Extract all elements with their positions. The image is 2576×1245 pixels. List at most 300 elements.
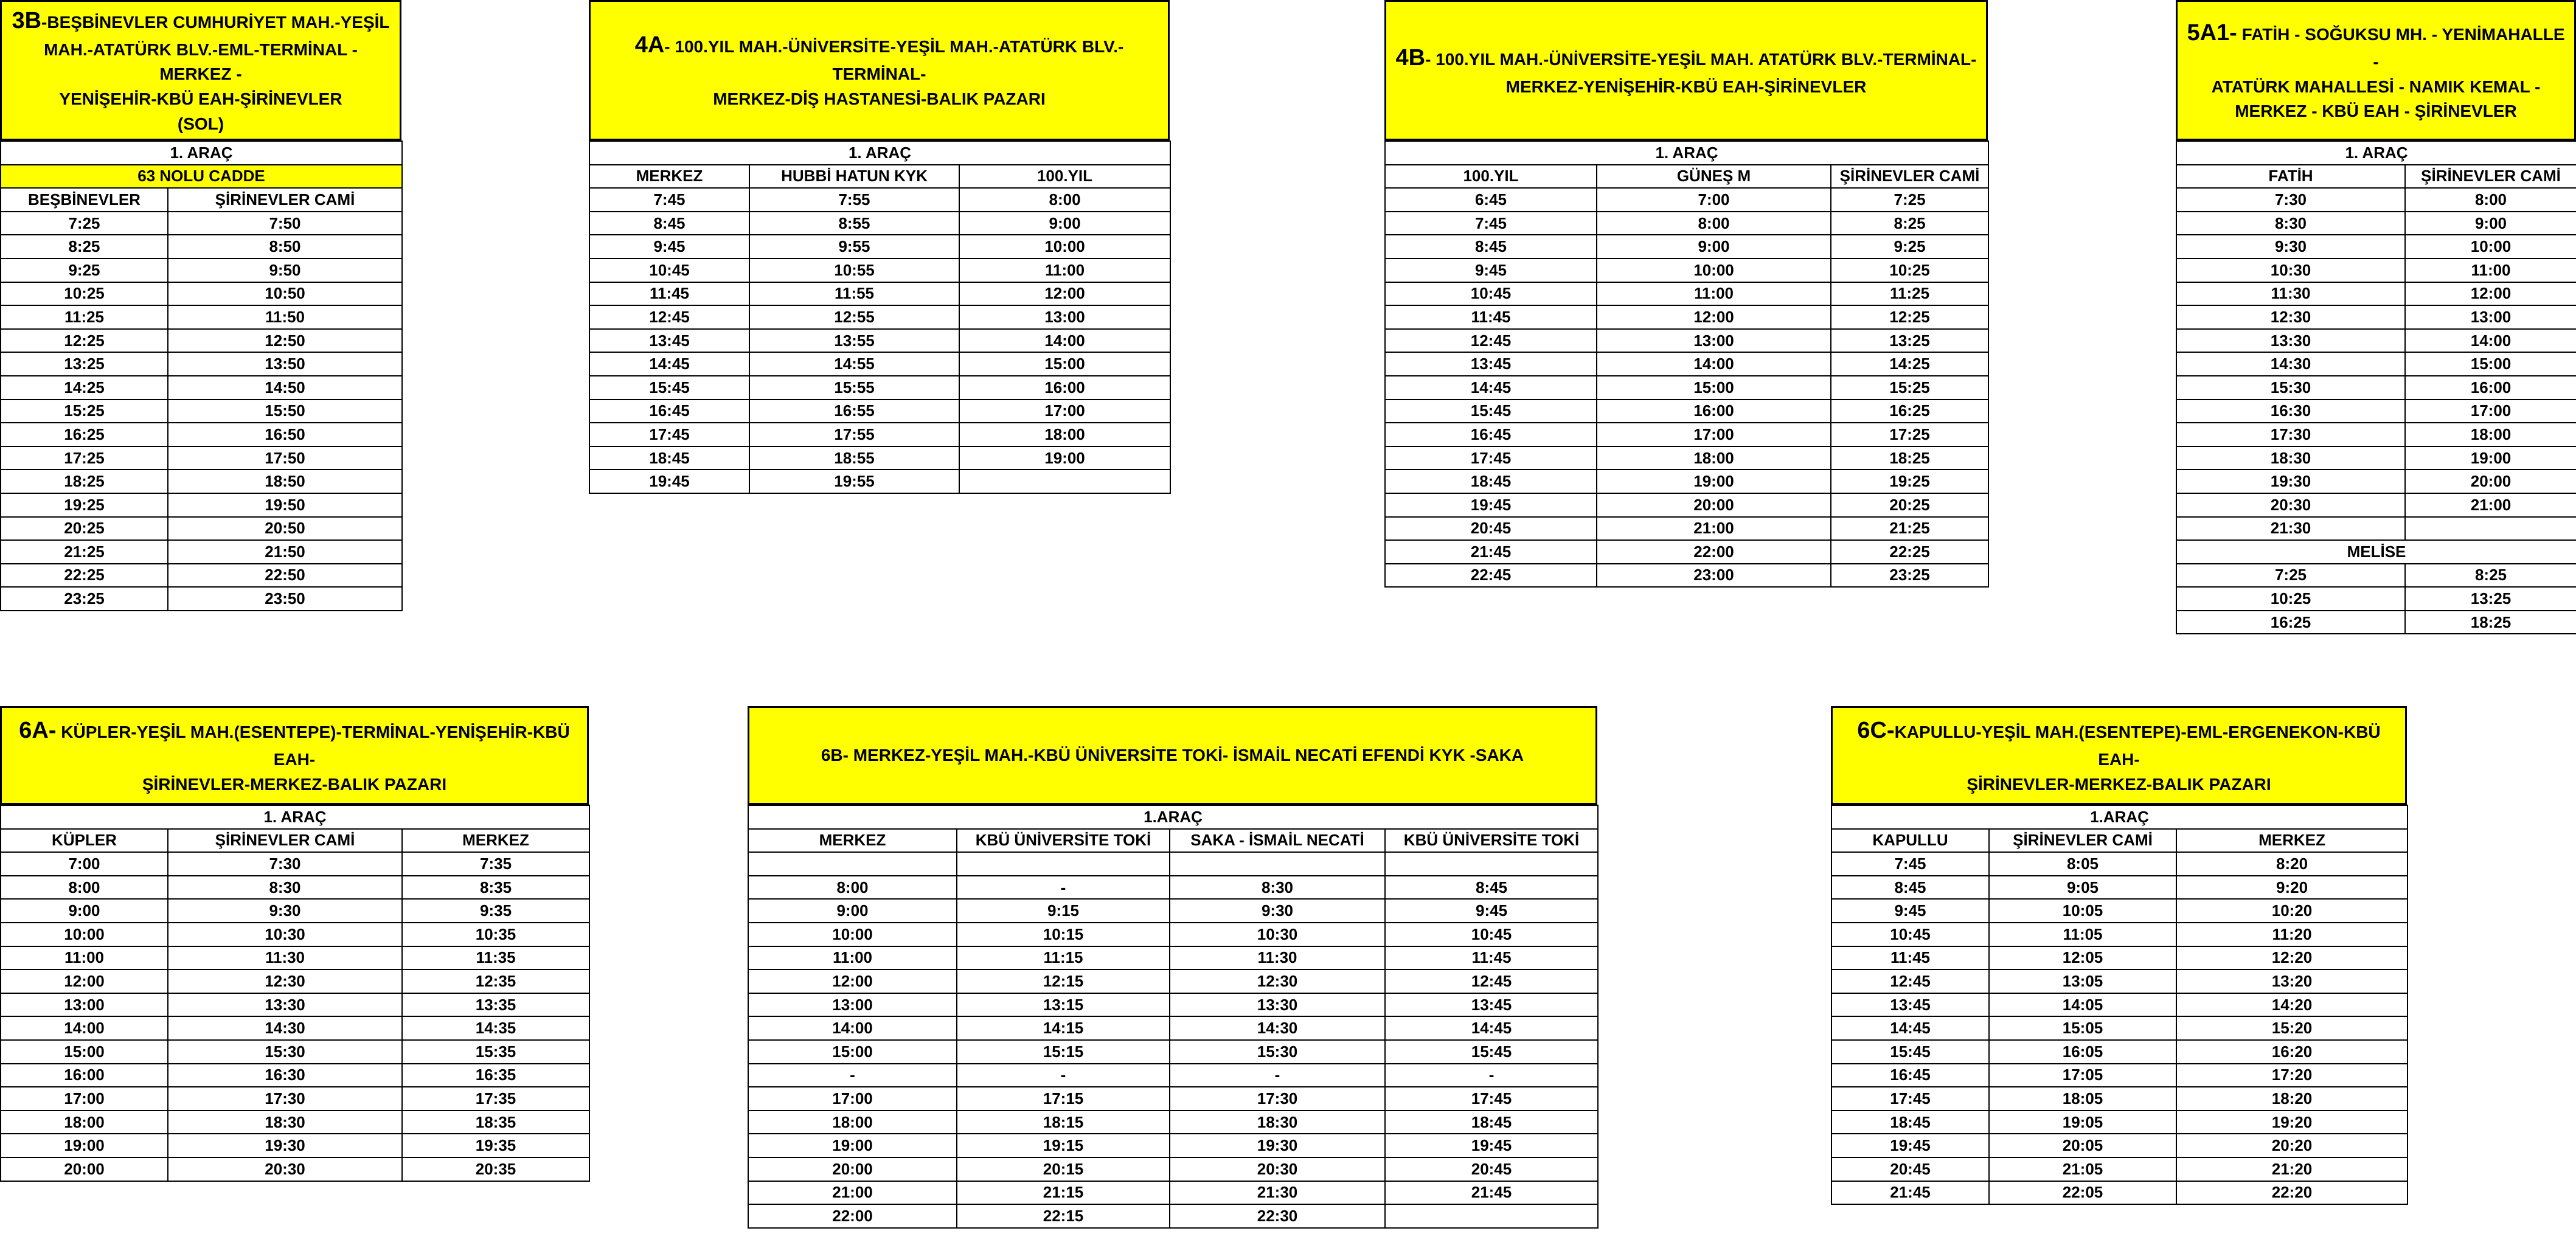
time-cell: 15:25: [1, 400, 168, 423]
time-row: [1385, 470, 1988, 493]
time-cell: 20:30: [168, 1157, 402, 1181]
time-cell: 9:00: [959, 212, 1170, 235]
time-cell: 13:30: [2176, 329, 2405, 353]
time-cell: 21:05: [1989, 1157, 2176, 1181]
time-cell: 13:00: [1597, 329, 1831, 353]
time-row: [2176, 446, 2576, 470]
time-row: [1, 258, 402, 282]
time-row: [1, 235, 402, 258]
column-header: KÜPLER: [1, 829, 168, 853]
time-row: [1831, 993, 2408, 1017]
time-row: [589, 446, 1170, 470]
time-cell: 17:25: [1831, 423, 1988, 446]
time-cell: 16:25: [2176, 611, 2405, 634]
time-cell: 22:00: [1597, 540, 1831, 564]
time-cell: 17:00: [748, 1087, 957, 1111]
time-cell: 9:20: [2176, 876, 2408, 900]
time-cell: 8:45: [1385, 876, 1598, 900]
route-3b-header: [0, 0, 401, 140]
time-cell: 8:00: [1, 876, 168, 900]
time-cell: 7:45: [1831, 852, 1989, 876]
time-cell: 23:25: [1831, 564, 1988, 588]
route-code: 5A1-: [2187, 20, 2237, 46]
time-cell: [1170, 852, 1385, 876]
time-cell: 13:45: [589, 329, 749, 353]
time-row: [748, 923, 1598, 946]
time-cell: 17:00: [1597, 423, 1831, 446]
route-5a1-block: [2176, 0, 2576, 634]
time-cell: 20:00: [1597, 493, 1831, 517]
time-cell: 16:35: [402, 1064, 589, 1087]
time-cell: 15:20: [2176, 1016, 2408, 1040]
route-title-line: KAPULLU-YEŞİL MAH.(ESENTEPE)-EML-ERGENEKON-KBÜ EAH-: [1894, 722, 2381, 769]
route-4a-header: [589, 0, 1170, 140]
time-cell: 8:30: [168, 876, 402, 900]
time-row: [748, 852, 1598, 876]
time-cell: 10:30: [2176, 258, 2405, 282]
route-4b-block: [1384, 0, 1988, 588]
time-cell: 19:05: [1989, 1111, 2176, 1134]
time-row: [1831, 1087, 2408, 1111]
time-cell: 22:25: [1, 564, 168, 588]
route-title-line: -BEŞBİNEVLER CUMHURİYET MAH.-YEŞİL: [41, 12, 390, 32]
time-cell: 11:20: [2176, 923, 2408, 946]
time-cell: 17:20: [2176, 1064, 2408, 1087]
time-cell: 17:00: [2405, 400, 2576, 423]
column-header: MERKEZ: [2176, 829, 2408, 853]
time-row: [2176, 212, 2576, 235]
time-row: [1831, 876, 2408, 900]
route-4b-timetable: [1384, 140, 1989, 588]
time-row: [748, 946, 1598, 970]
time-cell: 14:15: [957, 1016, 1170, 1040]
time-cell: 18:00: [748, 1111, 957, 1134]
time-cell: 11:25: [1, 305, 168, 329]
time-cell: -: [748, 1064, 957, 1087]
time-cell: 14:50: [168, 376, 402, 400]
time-cell: 10:20: [2176, 899, 2408, 923]
time-cell: 10:00: [748, 923, 957, 946]
time-cell: 9:00: [1, 899, 168, 923]
time-cell: 11:25: [1831, 282, 1988, 306]
time-row: [589, 470, 1170, 493]
time-cell: 12:30: [168, 969, 402, 993]
time-cell: 11:30: [1170, 946, 1385, 970]
time-row: [1831, 1064, 2408, 1087]
time-cell: 13:45: [1831, 993, 1989, 1017]
time-cell: 8:55: [749, 212, 959, 235]
time-cell: 19:45: [589, 470, 749, 493]
time-cell: 17:45: [1385, 1087, 1598, 1111]
route-code: 4B: [1395, 44, 1426, 71]
time-cell: 21:25: [1, 540, 168, 564]
column-header-row: [748, 829, 1598, 853]
time-row: [748, 993, 1598, 1017]
time-row: [1385, 212, 1988, 235]
time-cell: 16:45: [589, 400, 749, 423]
time-cell: 13:00: [1, 993, 168, 1017]
time-cell: -: [1170, 1064, 1385, 1087]
time-cell: 16:25: [1831, 400, 1988, 423]
time-cell: 20:05: [1989, 1134, 2176, 1157]
time-cell: -: [1385, 1064, 1598, 1087]
time-row: [2176, 517, 2576, 541]
time-cell: 12:35: [402, 969, 589, 993]
time-cell: 9:00: [2405, 212, 2576, 235]
time-cell: 11:00: [1, 946, 168, 970]
time-cell: 20:30: [1170, 1157, 1385, 1181]
time-row: [1, 212, 402, 235]
time-cell: 16:45: [1385, 423, 1597, 446]
time-row: [748, 1134, 1598, 1157]
column-header: MERKEZ: [589, 165, 749, 189]
time-cell: 15:55: [749, 376, 959, 400]
time-row: [1, 1016, 589, 1040]
time-cell: 19:15: [957, 1134, 1170, 1157]
time-row: [1831, 946, 2408, 970]
time-cell: 18:30: [168, 1111, 402, 1134]
time-cell: 14:35: [402, 1016, 589, 1040]
column-header: BEŞBİNEVLER: [1, 188, 168, 212]
column-header: SAKA - İSMAİL NECATİ: [1170, 829, 1385, 853]
route-title-line: KÜPLER-YEŞİL MAH.(ESENTEPE)-TERMİNAL-YENİŞEHİR-KBÜ EAH-: [56, 722, 570, 769]
route-title-line: - 100.YIL MAH.-ÜNİVERSİTE-YEŞİL MAH.-ATATÜRK BLV.-TERMİNAL-: [664, 37, 1124, 84]
time-cell: 15:35: [402, 1040, 589, 1064]
time-cell: 12:05: [1989, 946, 2176, 970]
time-row: [1, 470, 402, 493]
time-cell: 10:05: [1989, 899, 2176, 923]
time-cell: 8:50: [168, 235, 402, 258]
time-cell: 18:15: [957, 1111, 1170, 1134]
time-cell: 14:55: [749, 352, 959, 376]
time-cell: 10:45: [589, 258, 749, 282]
time-cell: 15:30: [1170, 1040, 1385, 1064]
time-row: [1831, 899, 2408, 923]
time-cell: 10:00: [959, 235, 1170, 258]
time-cell: 13:30: [1170, 993, 1385, 1017]
column-header: 100.YIL: [959, 165, 1170, 189]
time-cell: 20:00: [1, 1157, 168, 1181]
time-row: [1, 400, 402, 423]
time-cell: 11:00: [1597, 282, 1831, 306]
time-row: [1, 946, 589, 970]
column-header: ŞİRİNEVLER CAMİ: [1831, 165, 1988, 189]
time-row: [2176, 611, 2576, 634]
time-cell: 12:30: [2176, 305, 2405, 329]
time-row: [1831, 1040, 2408, 1064]
time-cell: 17:05: [1989, 1064, 2176, 1087]
time-cell: 8:25: [1831, 212, 1988, 235]
route-title-line: YENİŞEHİR-KBÜ EAH-ŞİRİNEVLER: [59, 89, 342, 109]
time-cell: 10:45: [1385, 923, 1598, 946]
time-row: [589, 235, 1170, 258]
time-cell: 15:00: [959, 352, 1170, 376]
time-row: [1831, 1157, 2408, 1181]
time-cell: 13:25: [1, 352, 168, 376]
time-cell: 20:20: [2176, 1134, 2408, 1157]
time-cell: 17:00: [1, 1087, 168, 1111]
time-cell: 7:25: [1831, 188, 1988, 212]
time-cell: 14:00: [1597, 352, 1831, 376]
time-cell: 9:50: [168, 258, 402, 282]
time-row: [589, 282, 1170, 306]
time-row: [2176, 188, 2576, 212]
time-row: [748, 1157, 1598, 1181]
time-cell: 19:00: [2405, 446, 2576, 470]
time-cell: 12:00: [1, 969, 168, 993]
time-cell: 13:35: [402, 993, 589, 1017]
time-cell: 9:05: [1989, 876, 2176, 900]
column-header: ŞİRİNEVLER CAMİ: [1989, 829, 2176, 853]
time-cell: 7:50: [168, 212, 402, 235]
time-row: [1831, 1016, 2408, 1040]
column-header: KAPULLU: [1831, 829, 1989, 853]
time-row: [1831, 1111, 2408, 1134]
time-cell: [748, 852, 957, 876]
time-cell: 16:20: [2176, 1040, 2408, 1064]
time-cell: 15:15: [957, 1040, 1170, 1064]
time-cell: 18:25: [2405, 611, 2576, 634]
time-row: [1, 517, 402, 541]
time-cell: 13:55: [749, 329, 959, 353]
time-cell: 13:50: [168, 352, 402, 376]
time-cell: 10:45: [1831, 923, 1989, 946]
time-row: [1, 1111, 589, 1134]
time-row: [748, 1087, 1598, 1111]
route-code: 4A: [634, 32, 665, 58]
time-row: [1, 1157, 589, 1181]
time-row: [748, 899, 1598, 923]
time-cell: 18:00: [959, 423, 1170, 446]
time-cell: 11:00: [748, 946, 957, 970]
time-cell: 20:35: [402, 1157, 589, 1181]
time-cell: 19:45: [1385, 493, 1597, 517]
time-cell: 16:05: [1989, 1040, 2176, 1064]
time-cell: 6:45: [1385, 188, 1597, 212]
time-cell: 11:45: [1831, 946, 1989, 970]
time-cell: 13:30: [168, 993, 402, 1017]
time-cell: 18:45: [1385, 470, 1597, 493]
time-cell: 13:00: [959, 305, 1170, 329]
column-header: HUBBİ HATUN KYK: [749, 165, 959, 189]
route-6a-timetable: [0, 805, 590, 1182]
route-title-line: MAH.-ATATÜRK BLV.-EML-TERMİNAL - MERKEZ -: [44, 40, 358, 84]
route-title-line: MERKEZ-DİŞ HASTANESİ-BALIK PAZARI: [713, 89, 1046, 109]
column-header-row: [1385, 165, 1988, 189]
column-header: ŞİRİNEVLER CAMİ: [168, 829, 402, 853]
time-cell: 19:30: [2176, 470, 2405, 493]
route-4a-block: [589, 0, 1170, 494]
time-row: [1, 993, 589, 1017]
time-cell: 8:20: [2176, 852, 2408, 876]
time-cell: 16:25: [1, 423, 168, 446]
time-row: [1, 329, 402, 353]
column-header: GÜNEŞ M: [1597, 165, 1831, 189]
time-cell: 17:45: [1831, 1087, 1989, 1111]
column-header-row: [1831, 829, 2408, 853]
time-cell: 8:00: [959, 188, 1170, 212]
column-header: KBÜ ÜNİVERSİTE TOKİ: [957, 829, 1170, 853]
time-row: [1, 493, 402, 517]
time-cell: 9:35: [402, 899, 589, 923]
time-cell: 10:30: [168, 923, 402, 946]
route-4b-header: [1384, 0, 1988, 140]
time-cell: 7:00: [1, 852, 168, 876]
time-cell: 17:15: [957, 1087, 1170, 1111]
column-header-row: [589, 165, 1170, 189]
time-row: [748, 969, 1598, 993]
time-cell: 12:00: [748, 969, 957, 993]
time-cell: 8:45: [1831, 876, 1989, 900]
time-cell: 20:45: [1385, 517, 1597, 541]
time-row: [1385, 517, 1988, 541]
time-cell: 10:25: [1831, 258, 1988, 282]
time-cell: 14:20: [2176, 993, 2408, 1017]
time-row: [1385, 540, 1988, 564]
time-row: [589, 423, 1170, 446]
time-cell: 19:00: [1597, 470, 1831, 493]
route-6b-header: [748, 706, 1597, 805]
time-cell: 22:25: [1831, 540, 1988, 564]
time-cell: 11:45: [1385, 946, 1598, 970]
time-cell: 18:45: [589, 446, 749, 470]
column-header-row: [2176, 165, 2576, 189]
time-cell: 12:00: [1597, 305, 1831, 329]
time-cell: 8:30: [1170, 876, 1385, 900]
route-title-line: ATATÜRK MAHALLESİ - NAMIK KEMAL -: [2211, 77, 2541, 96]
time-row: [2176, 470, 2576, 493]
time-row: [1385, 493, 1988, 517]
time-cell: 7:25: [1, 212, 168, 235]
time-cell: 11:00: [959, 258, 1170, 282]
column-header-row: [1, 188, 402, 212]
route-title-line: ŞİRİNEVLER-MERKEZ-BALIK PAZARI: [1967, 774, 2271, 794]
time-row: [748, 1064, 1598, 1087]
vehicle-label: 1. ARAÇ: [1385, 141, 1988, 165]
time-cell: 18:00: [1, 1111, 168, 1134]
time-row: [1, 1040, 589, 1064]
route-6a-block: [0, 706, 589, 1182]
time-cell: 7:45: [589, 188, 749, 212]
time-row: [1, 1064, 589, 1087]
route-6c-header: [1831, 706, 2407, 805]
time-cell: 16:45: [1831, 1064, 1989, 1087]
time-cell: 15:50: [168, 400, 402, 423]
time-cell: 7:30: [168, 852, 402, 876]
time-cell: 11:50: [168, 305, 402, 329]
time-cell: 12:15: [957, 969, 1170, 993]
column-header: MERKEZ: [748, 829, 957, 853]
time-row: [1, 1087, 589, 1111]
time-cell: 17:50: [168, 446, 402, 470]
time-cell: 12:25: [1, 329, 168, 353]
time-cell: 16:55: [749, 400, 959, 423]
vehicle-row: [1831, 805, 2408, 829]
time-cell: 19:00: [959, 446, 1170, 470]
time-row: [1, 352, 402, 376]
time-row: [1, 423, 402, 446]
time-row: [2176, 423, 2576, 446]
time-cell: 17:45: [589, 423, 749, 446]
time-cell: 17:45: [1385, 446, 1597, 470]
time-cell: 8:25: [2405, 564, 2576, 588]
time-row: [589, 258, 1170, 282]
time-row: [1385, 376, 1988, 400]
route-6b-timetable: [748, 805, 1599, 1229]
time-cell: 19:45: [1385, 1134, 1598, 1157]
column-header-row: [1, 829, 589, 853]
time-cell: 14:45: [1385, 1016, 1598, 1040]
time-cell: 7:55: [749, 188, 959, 212]
time-cell: 23:25: [1, 587, 168, 611]
time-cell: 14:30: [1170, 1016, 1385, 1040]
time-cell: 12:45: [1385, 329, 1597, 353]
route-4a-timetable: [589, 140, 1171, 494]
time-row: [1, 376, 402, 400]
time-cell: [957, 852, 1170, 876]
time-cell: 15:45: [1831, 1040, 1989, 1064]
route-code: 3B: [12, 7, 42, 33]
time-cell: 15:00: [2405, 352, 2576, 376]
time-cell: 22:50: [168, 564, 402, 588]
time-cell: 13:05: [1989, 969, 2176, 993]
time-cell: 14:30: [2176, 352, 2405, 376]
time-cell: 17:55: [749, 423, 959, 446]
time-cell: 19:00: [1, 1134, 168, 1157]
time-cell: 18:05: [1989, 1087, 2176, 1111]
time-cell: 10:55: [749, 258, 959, 282]
time-row: [1, 876, 589, 900]
route-5a1-header: [2176, 0, 2576, 140]
time-cell: 11:45: [1385, 305, 1597, 329]
time-cell: 21:50: [168, 540, 402, 564]
time-cell: 15:45: [1385, 1040, 1598, 1064]
route-6c-block: [1831, 706, 2407, 1205]
time-row: [1, 587, 402, 611]
time-row: [1, 852, 589, 876]
column-header: KBÜ ÜNİVERSİTE TOKİ: [1385, 829, 1598, 853]
time-cell: 20:25: [1831, 493, 1988, 517]
time-cell: 12:45: [1831, 969, 1989, 993]
time-row: [748, 1111, 1598, 1134]
time-cell: 14:00: [1, 1016, 168, 1040]
time-cell: 20:50: [168, 517, 402, 541]
time-cell: 21:00: [748, 1181, 957, 1205]
time-cell: 13:45: [1385, 993, 1598, 1017]
vehicle-label: 1. ARAÇ: [2176, 141, 2576, 165]
time-cell: 21:45: [1385, 1181, 1598, 1205]
time-cell: 18:00: [1597, 446, 1831, 470]
route-3b-block: [0, 0, 401, 611]
time-cell: 15:45: [1385, 400, 1597, 423]
time-cell: 13:00: [2405, 305, 2576, 329]
time-cell: 8:00: [748, 876, 957, 900]
time-cell: 22:45: [1385, 564, 1597, 588]
time-row: [1385, 258, 1988, 282]
time-cell: 14:25: [1, 376, 168, 400]
time-cell: 15:30: [168, 1040, 402, 1064]
time-cell: 21:20: [2176, 1157, 2408, 1181]
note-row: [1, 165, 402, 189]
time-cell: 19:00: [748, 1134, 957, 1157]
time-cell: 15:05: [1989, 1016, 2176, 1040]
time-cell: 17:30: [1170, 1087, 1385, 1111]
time-cell: 8:45: [589, 212, 749, 235]
time-row: [589, 212, 1170, 235]
section-row: [2176, 540, 2576, 564]
time-cell: 11:45: [589, 282, 749, 306]
time-cell: 15:00: [1597, 376, 1831, 400]
